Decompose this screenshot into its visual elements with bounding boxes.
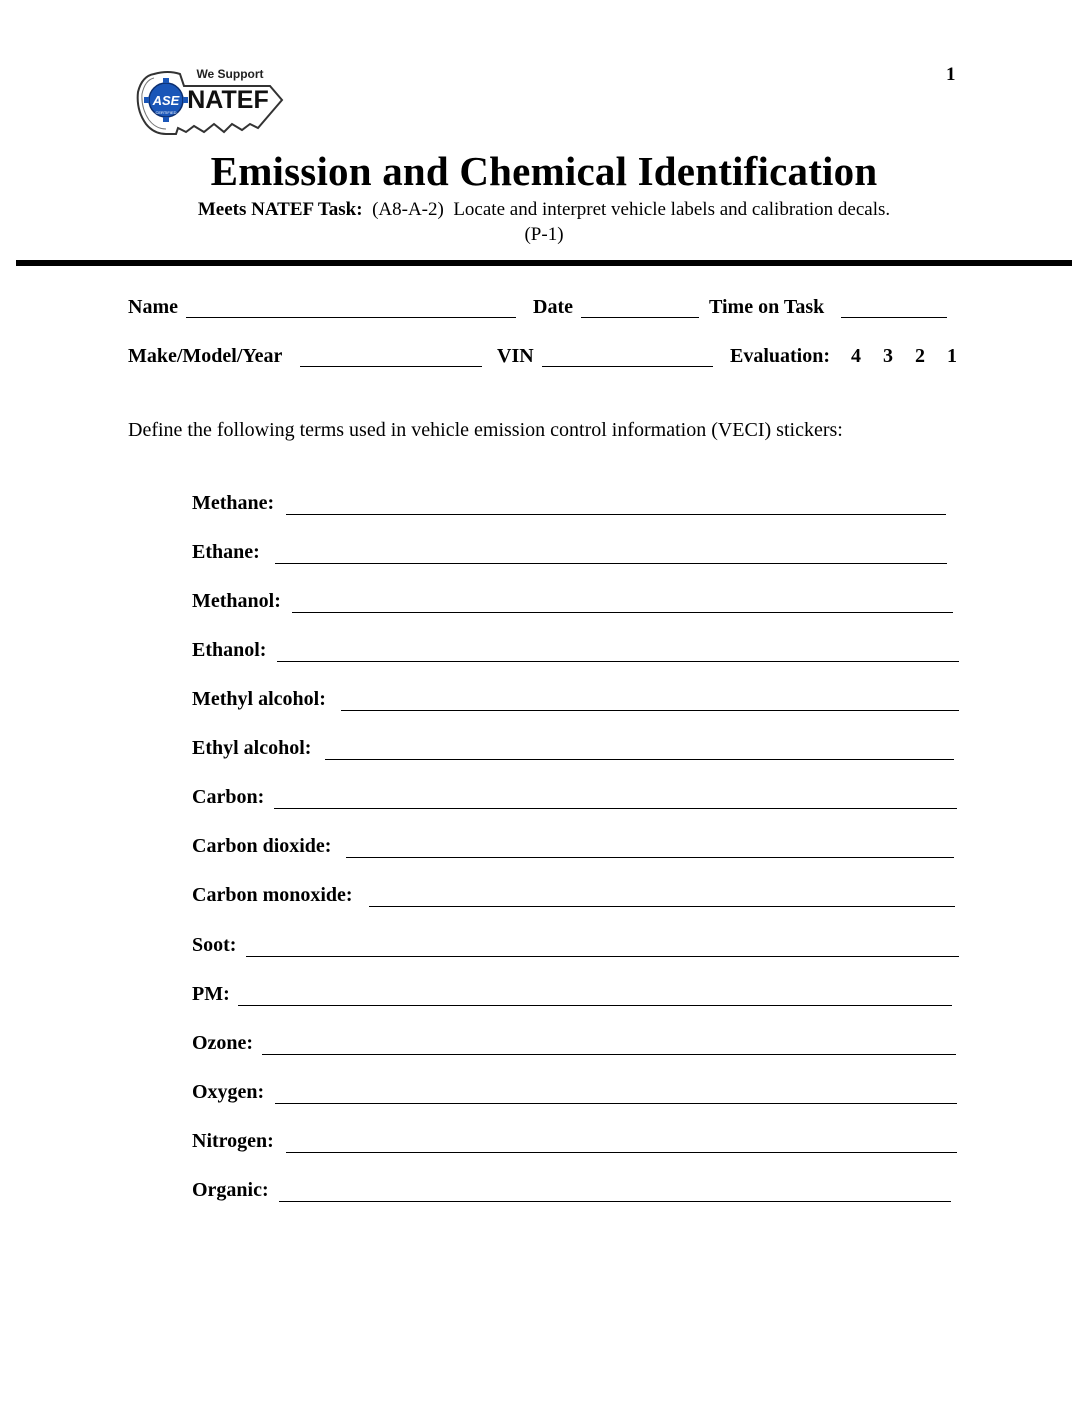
task-line	[0, 199, 1088, 221]
term-ozone: Ozone:	[192, 1032, 254, 1054]
natef-text: NATEF	[187, 86, 269, 114]
term-oxygen: Oxygen:	[192, 1081, 265, 1103]
date-field[interactable]	[581, 317, 699, 318]
certified-text: CERTIFIED	[155, 110, 177, 115]
answer-line-methane[interactable]	[286, 514, 946, 515]
term-methane: Methane:	[192, 492, 275, 514]
we-support-text: We Support	[196, 67, 264, 81]
answer-line-methyl-alcohol[interactable]	[341, 710, 959, 711]
answer-line-ethanol[interactable]	[277, 661, 959, 662]
term-organic: Organic:	[192, 1179, 269, 1201]
natef-logo	[132, 62, 292, 144]
name-label: Name	[128, 296, 178, 318]
vin-field[interactable]	[542, 366, 713, 367]
answer-line-methanol[interactable]	[292, 612, 953, 613]
term-carbon-monoxide: Carbon monoxide:	[192, 884, 353, 906]
evaluation-label: Evaluation:	[730, 345, 831, 367]
name-field[interactable]	[186, 317, 516, 318]
vin-label: VIN	[497, 345, 534, 367]
term-ethane: Ethane:	[192, 541, 260, 563]
date-label: Date	[533, 296, 573, 318]
term-methanol: Methanol:	[192, 590, 281, 612]
term-pm: PM:	[192, 983, 230, 1005]
task-priority: (P-1)	[524, 224, 564, 245]
answer-line-nitrogen[interactable]	[286, 1152, 957, 1153]
answer-line-carbon[interactable]	[274, 808, 957, 809]
instructions: Define the following terms used in vehicle emission control information (VECI) stickers:	[128, 419, 843, 441]
answer-line-carbon-monoxide[interactable]	[369, 906, 955, 907]
task-code: (A8-A-2)	[372, 199, 444, 220]
evaluation-score-1[interactable]: 1	[947, 345, 957, 367]
answer-line-ethyl-alcohol[interactable]	[325, 759, 954, 760]
term-carbon: Carbon:	[192, 786, 265, 808]
time-on-task-label: Time on Task	[709, 296, 825, 318]
term-methyl-alcohol: Methyl alcohol:	[192, 688, 326, 710]
evaluation-score-3[interactable]: 3	[883, 345, 893, 367]
page-number: 1	[946, 64, 956, 85]
answer-line-pm[interactable]	[238, 1005, 952, 1006]
task-description: Locate and interpret vehicle labels and calibration decals.	[453, 199, 891, 220]
term-ethyl-alcohol: Ethyl alcohol:	[192, 737, 312, 759]
key-logo-icon	[132, 62, 292, 144]
answer-line-ozone[interactable]	[262, 1054, 956, 1055]
time-on-task-field[interactable]	[841, 317, 947, 318]
make-model-year-label: Make/Model/Year	[128, 345, 283, 367]
term-soot: Soot:	[192, 934, 237, 956]
page-title: Emission and Chemical Identification	[210, 148, 878, 194]
term-carbon-dioxide: Carbon dioxide:	[192, 835, 332, 857]
answer-line-soot[interactable]	[246, 956, 959, 957]
ase-badge-text: ASE	[152, 93, 180, 108]
make-model-year-field[interactable]	[300, 366, 482, 367]
task-label: Meets NATEF Task:	[197, 199, 363, 220]
header-divider	[16, 260, 1072, 266]
term-ethanol: Ethanol:	[192, 639, 267, 661]
term-nitrogen: Nitrogen:	[192, 1130, 274, 1152]
answer-line-ethane[interactable]	[275, 563, 947, 564]
answer-line-organic[interactable]	[279, 1201, 951, 1202]
answer-line-carbon-dioxide[interactable]	[346, 857, 954, 858]
evaluation-score-4[interactable]: 4	[851, 345, 861, 367]
answer-line-oxygen[interactable]	[275, 1103, 957, 1104]
evaluation-score-2[interactable]: 2	[915, 345, 925, 367]
